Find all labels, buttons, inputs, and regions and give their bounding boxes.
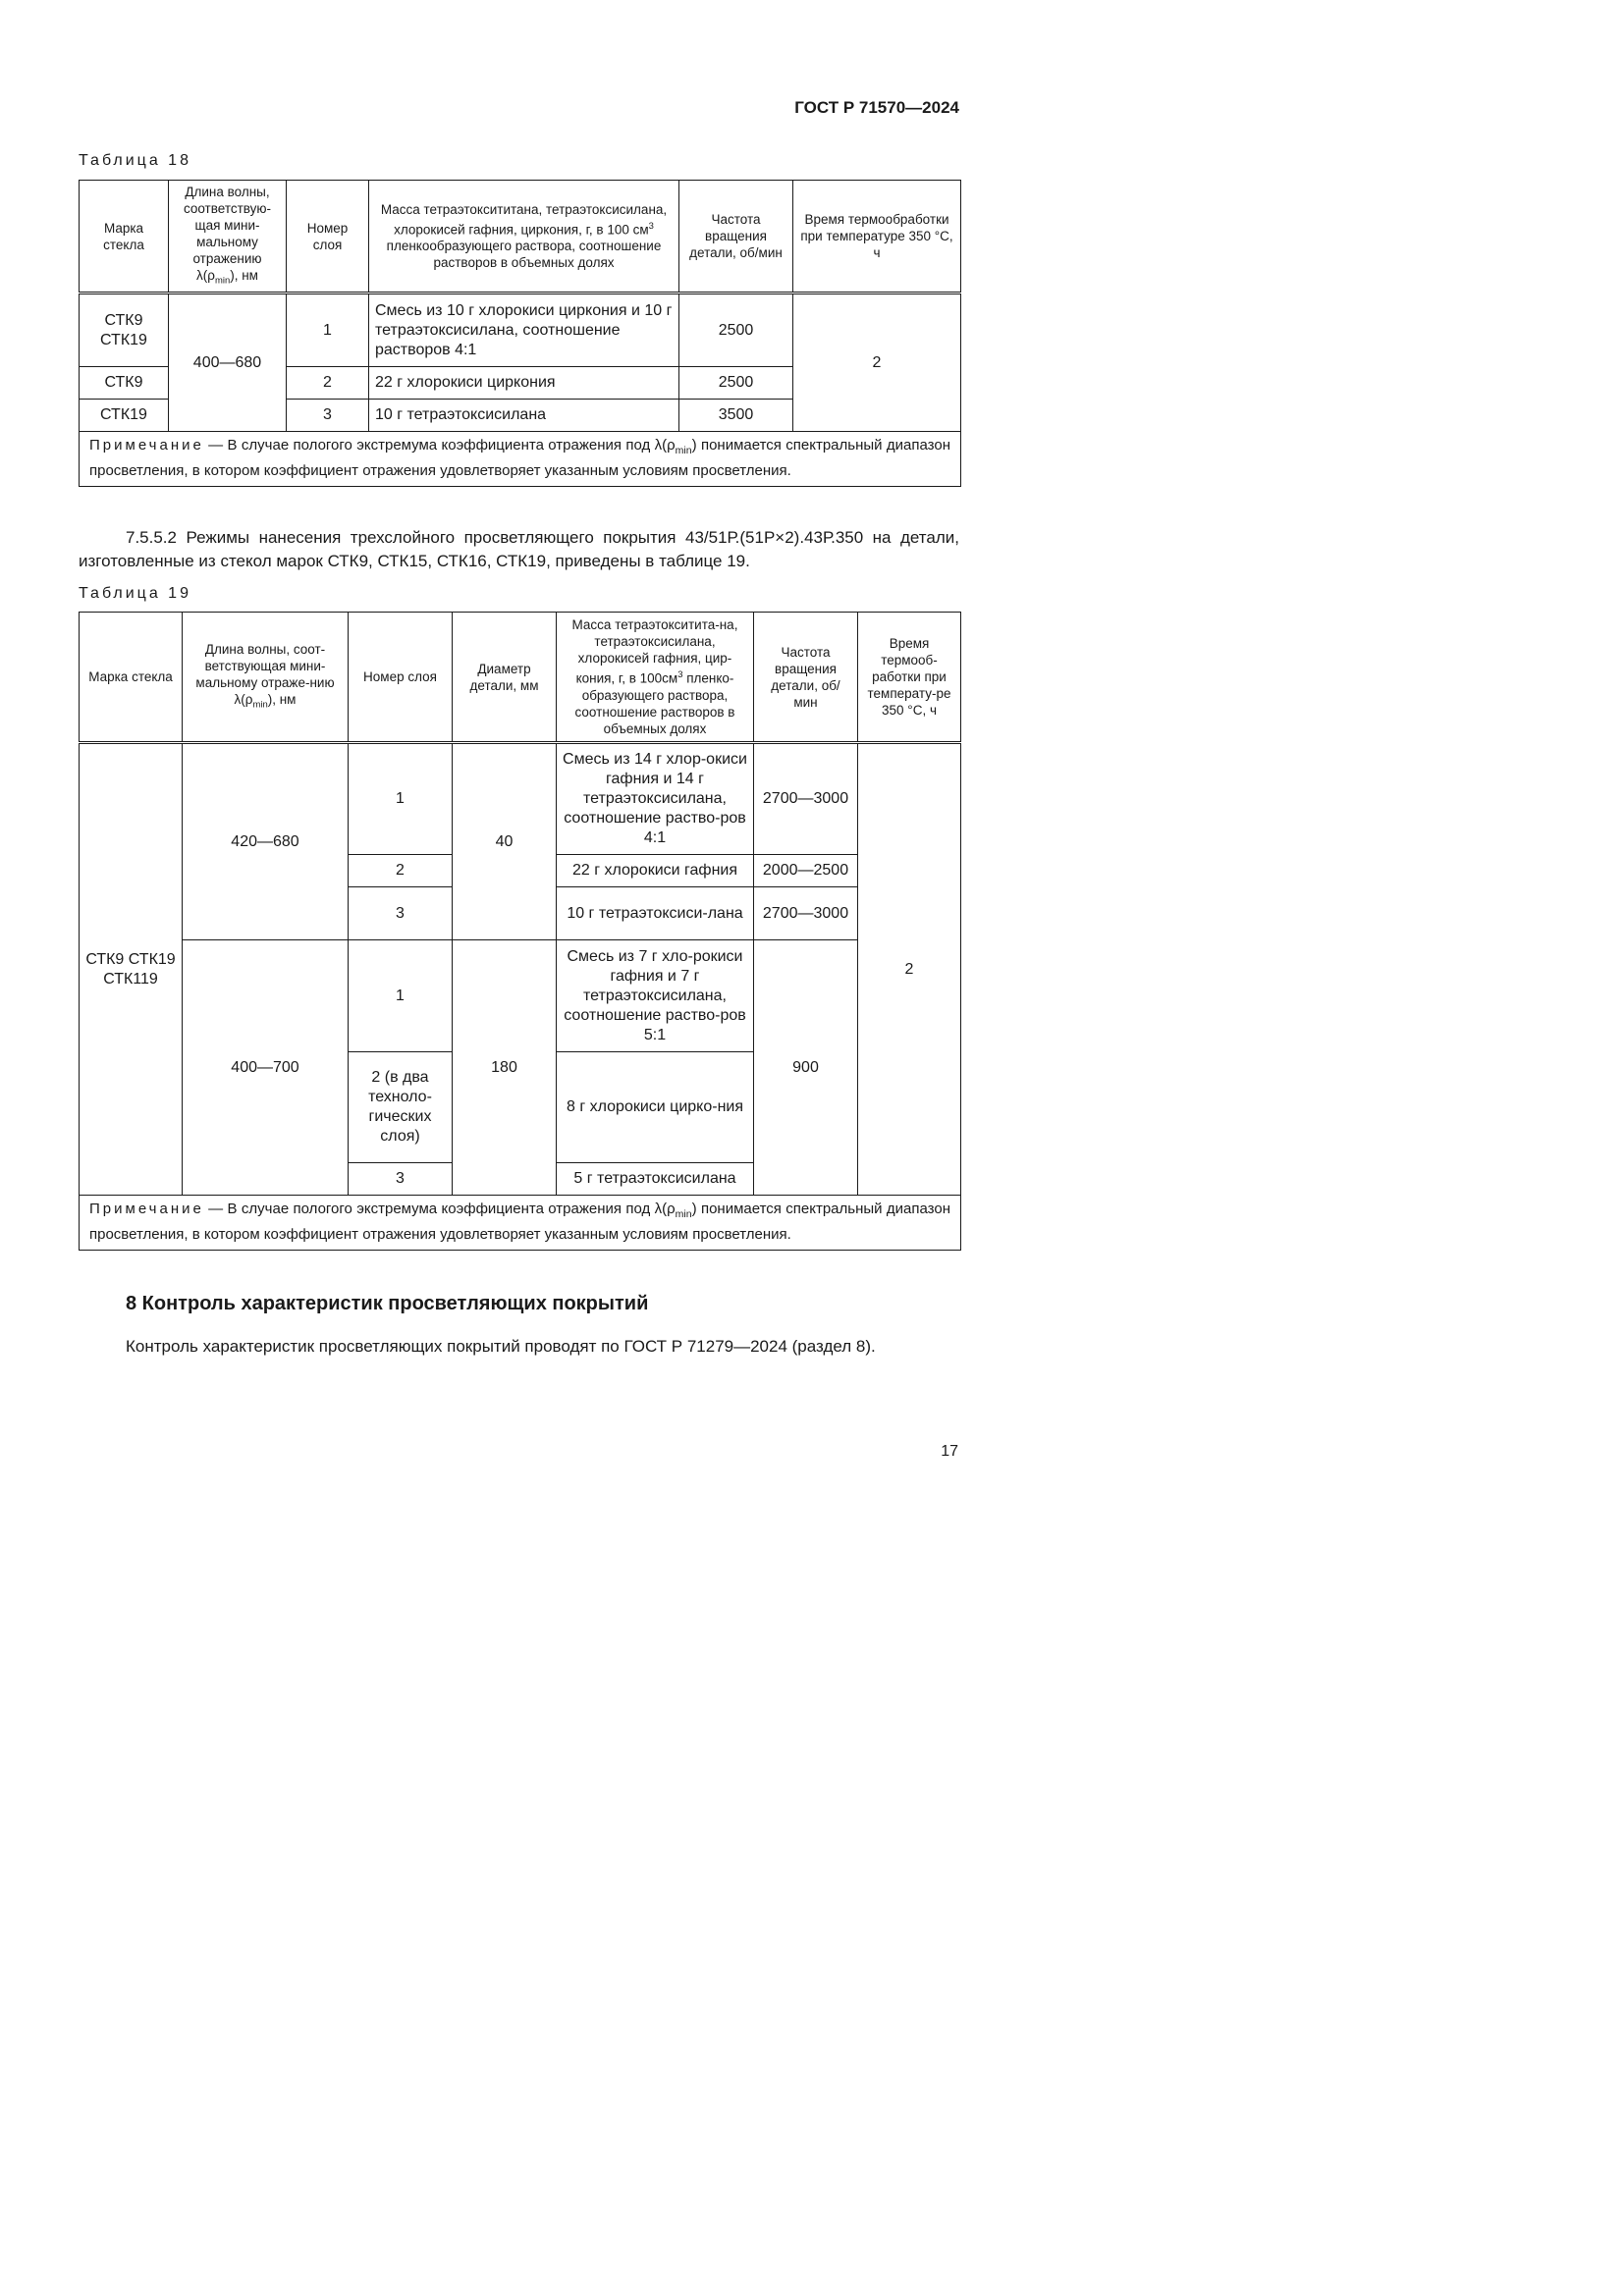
t18-header-time: Время термообработки при температуре 350 °С, ч: [793, 181, 961, 294]
t18-cell-rotation: 2500: [679, 367, 793, 400]
t19-cell-mass: 5 г тетраэтоксисилана: [557, 1163, 754, 1196]
t19-cell-layer: 3: [349, 1163, 453, 1196]
table-19-note-row: [80, 1196, 961, 1251]
t19-cell-mass: 22 г хлорокиси гафния: [557, 855, 754, 887]
t18-cell-rotation: 2500: [679, 294, 793, 367]
t19-cell-layer: 2: [349, 855, 453, 887]
t19-header-diameter: Диаметр детали, мм: [453, 613, 557, 743]
t19-cell-rotation: 2700—3000: [754, 887, 858, 940]
t18-cell-layer: 2: [287, 367, 369, 400]
table-row: [80, 743, 961, 855]
table-row: [80, 294, 961, 367]
t18-cell-mass: 22 г хлорокиси циркония: [369, 367, 679, 400]
t18-cell-layer: 1: [287, 294, 369, 367]
section-8-text: Контроль характеристик просветляющих покрытий проводят по ГОСТ Р 71279—2024 (раздел 8).: [126, 1337, 876, 1356]
t19-cell-layer: 2 (в два техноло-гических слоя): [349, 1052, 453, 1163]
table-18: [79, 180, 961, 487]
t19-cell-layer: 3: [349, 887, 453, 940]
t19-cell-rotation: 2700—3000: [754, 743, 858, 855]
t19-header-glass: Марка стекла: [80, 613, 183, 743]
t18-cell-mass: Смесь из 10 г хлорокиси циркония и 10 г тетраэтоксисилана, соотношение растворов 4:1: [369, 294, 679, 367]
table-18-header-row: [80, 181, 961, 294]
t18-cell-mass: 10 г тетраэтоксисилана: [369, 400, 679, 432]
table-19-header-row: [80, 613, 961, 743]
t19-cell-mass: 10 г тетраэтоксиси-лана: [557, 887, 754, 940]
t19-cell-rotation: 2000—2500: [754, 855, 858, 887]
t18-cell-glass: СТК19: [80, 400, 169, 432]
t19-cell-wavelength: 400—700: [183, 940, 349, 1196]
t19-cell-mass: Смесь из 14 г хлор-окиси гафния и 14 г тетраэтоксисилана, соотношение раство-ров 4:1: [557, 743, 754, 855]
t19-cell-mass: 8 г хлорокиси цирко-ния: [557, 1052, 754, 1163]
table-19: [79, 612, 961, 1251]
t18-cell-wavelength: 400—680: [169, 294, 287, 432]
t18-cell-time: 2: [793, 294, 961, 432]
t18-cell-glass: СТК9 СТК19: [80, 294, 169, 367]
t18-header-wavelength: Длина волны, соответствую-щая мини-мальному отражению $\lambda(\rho_{min})$, нм: [169, 181, 287, 294]
t19-cell-time: 2: [858, 743, 961, 1196]
t19-header-rotation: Частота вращения детали, об/мин: [754, 613, 858, 743]
paragraph-7-5-5-2: 7.5.5.2 Режимы нанесения трехслойного просветляющего покрытия 43/51Р.(51Р×2).43Р.350 на детали, изготовленные из стекол марок СТК9, СТК15, СТК16, СТК19, приведены в таблице 19.: [79, 528, 959, 570]
t19-cell-glass: СТК9 СТК19 СТК119: [80, 743, 183, 1196]
table-19-caption: Таблица 19: [79, 585, 191, 602]
t18-header-layer: Номер слоя: [287, 181, 369, 294]
t18-header-rotation: Частота вращения детали, об/мин: [679, 181, 793, 294]
t19-cell-layer: 1: [349, 940, 453, 1052]
t19-cell-wavelength: 420—680: [183, 743, 349, 940]
section-8-title: 8 Контроль характеристик просветляющих покрытий: [126, 1293, 649, 1314]
t19-cell-mass: Смесь из 7 г хло-рокиси гафния и 7 г тетраэтоксисилана, соотношение раство-ров 5:1: [557, 940, 754, 1052]
standard-code: ГОСТ Р 71570—2024: [794, 98, 959, 117]
table-18-note-row: [80, 432, 961, 487]
t18-cell-rotation: 3500: [679, 400, 793, 432]
t18-cell-glass: СТК9: [80, 367, 169, 400]
table-18-caption: Таблица 18: [79, 152, 191, 169]
t19-header-wavelength: Длина волны, соот-ветствующая мини-мальному отраже-нию $\lambda(\rho_{min})$, нм: [183, 613, 349, 743]
page-number: 17: [941, 1443, 958, 1460]
t19-header-layer: Номер слоя: [349, 613, 453, 743]
t19-header-mass: Масса тетраэтокситита-на, тетраэтоксисилана, хлорокисей гафния, цир-кония, г, в $100см^3$ пленко-образующего раствора, соотношение растворов в объемных долях: [557, 613, 754, 743]
t18-note: Примечание — В случае пологого экстремума коэффициента отражения под $\lambda(\rho_{min})$ понимается спектральный диапазон просветления, в котором коэффициент отражения удовлетворяет указанным условиям просветления.: [80, 432, 961, 487]
t18-cell-layer: 3: [287, 400, 369, 432]
t19-cell-layer: 1: [349, 743, 453, 855]
t19-cell-diameter: 180: [453, 940, 557, 1196]
t19-header-time: Время термооб-работки при температу-ре 350 °С, ч: [858, 613, 961, 743]
t18-header-glass: Марка стекла: [80, 181, 169, 294]
t19-note: Примечание — В случае пологого экстремума коэффициента отражения под $\lambda(\rho_{min})$ понимается спектральный диапазон просветления, в котором коэффициент отражения удовлетворяет указанным условиям просветления.: [80, 1196, 961, 1251]
t18-header-mass: Масса тетраэтоксититана, тетраэтоксисилана, хлорокисей гафния, циркония, г, в 100 $см^3$ пленкообразующего раствора, соотношение растворов в объемных долях: [369, 181, 679, 294]
t19-cell-rotation: 900: [754, 940, 858, 1196]
table-row: [80, 940, 961, 1052]
t19-cell-diameter: 40: [453, 743, 557, 940]
